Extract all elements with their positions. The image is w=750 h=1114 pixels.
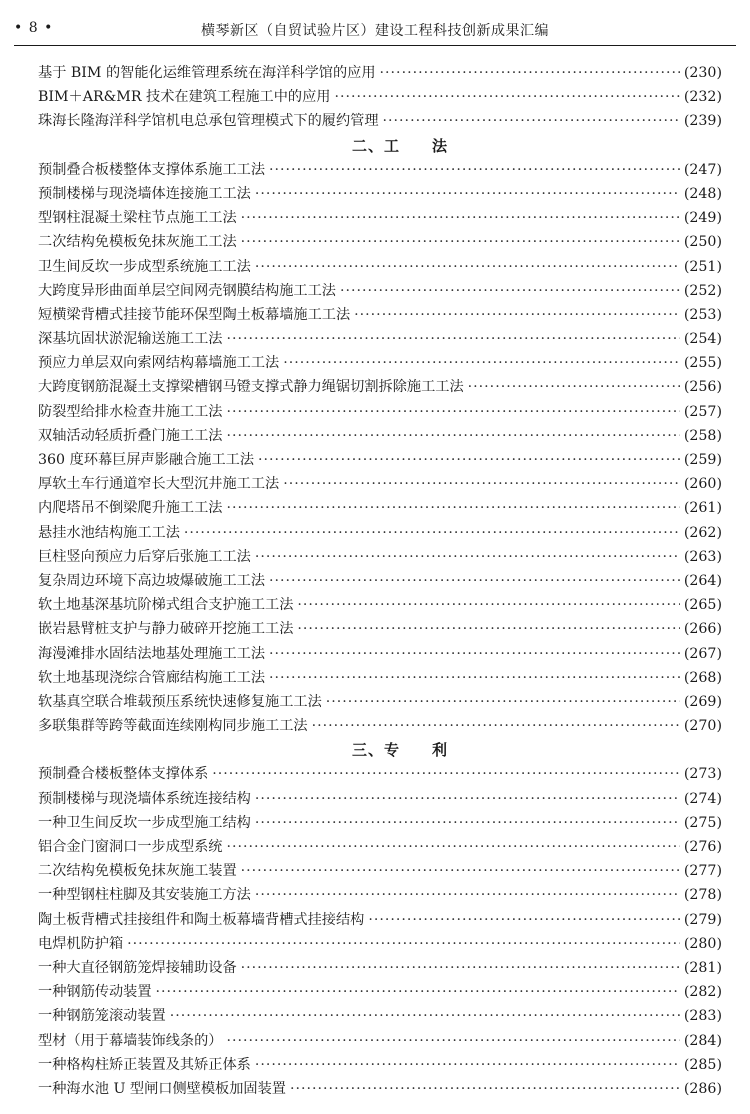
toc-entry-title: 基于 BIM 的智能化运维管理系统在海洋科学馆的应用: [38, 65, 376, 81]
dot-leader: [354, 303, 680, 327]
dot-leader: [269, 158, 680, 182]
toc-entry[interactable]: [38, 206, 722, 230]
dot-leader: [269, 666, 680, 690]
toc-entry[interactable]: [38, 496, 722, 520]
toc-entry[interactable]: [38, 182, 722, 206]
toc-entry-page: (257): [683, 403, 722, 420]
toc-entry-page: (249): [683, 210, 722, 227]
toc-entry[interactable]: [38, 303, 722, 327]
toc-entry-page: (268): [683, 669, 722, 686]
toc-entry-page: (248): [683, 185, 722, 202]
toc-entry-page: (253): [683, 306, 722, 323]
toc-entry-title: 一种海水池 U 型闸口侧壁模板加固装置: [38, 1080, 286, 1097]
dot-leader: [156, 980, 680, 1004]
dot-leader: [241, 956, 680, 980]
toc-entry[interactable]: [38, 859, 722, 883]
toc-entry-page: (283): [683, 1008, 722, 1025]
toc-entry-title: 预制叠合楼板整体支撑体系: [38, 766, 209, 783]
toc-entry[interactable]: [38, 375, 722, 399]
toc-entry[interactable]: [38, 690, 722, 714]
toc-entry[interactable]: [38, 279, 722, 303]
toc-entry-page: (267): [683, 645, 722, 662]
toc-entry-title: 大跨度异形曲面单层空间网壳钢膜结构施工工法: [38, 282, 336, 299]
header-rule: [14, 45, 736, 46]
toc-entry-page: (274): [683, 790, 722, 807]
toc-entry-title: 型钢柱混凝土梁柱节点施工工法: [38, 210, 237, 227]
toc-group-a: [38, 61, 722, 134]
toc-entry-title: 卫生间反坎一步成型系统施工工法: [38, 258, 251, 275]
toc-entry-page: (280): [683, 935, 722, 952]
dot-leader: [170, 1004, 680, 1028]
toc-entry-page: (261): [683, 500, 722, 517]
toc-entry-title: 陶土板背槽式挂接组件和陶土板幕墙背槽式挂接结构: [38, 911, 365, 928]
toc-entry-page: (270): [683, 718, 722, 735]
toc-entry[interactable]: [38, 230, 722, 254]
toc-entry[interactable]: [38, 448, 722, 472]
toc-entry[interactable]: [38, 980, 722, 1004]
toc-entry[interactable]: [38, 521, 722, 545]
toc-entry-page: (247): [683, 161, 722, 178]
toc-entry-page: (266): [683, 621, 722, 638]
toc-entry[interactable]: [38, 666, 722, 690]
dot-leader: [290, 1077, 680, 1101]
toc-entry-title: 软土地基深基坑阶梯式组合支护施工工法: [38, 597, 294, 614]
toc-entry-page: (279): [683, 911, 722, 928]
dot-leader: [255, 545, 680, 569]
dot-leader: [383, 109, 680, 133]
dot-leader: [312, 714, 680, 738]
toc-entry-page: (250): [683, 234, 722, 251]
running-title: 横琴新区（自贸试验片区）建设工程科技创新成果汇编: [201, 23, 549, 39]
toc-entry[interactable]: [38, 472, 722, 496]
dot-leader: [255, 787, 680, 811]
dot-leader: [283, 351, 680, 375]
toc-entry-page: (262): [683, 524, 722, 541]
toc-entry-page: (282): [683, 984, 722, 1001]
toc-entry-page: (286): [683, 1080, 722, 1097]
toc-entry-page: (284): [683, 1032, 722, 1049]
toc-entry-page: (251): [683, 258, 722, 275]
toc-entry[interactable]: [38, 811, 722, 835]
dot-leader: [368, 908, 680, 932]
toc-entry-page: (277): [683, 863, 722, 880]
dot-leader: [226, 1029, 679, 1053]
toc-entry[interactable]: [38, 158, 722, 182]
toc-entry-page: (281): [683, 959, 722, 976]
toc-entry-page: (260): [683, 476, 722, 493]
toc-entry-title: 多联集群等跨等截面连续刚构同步施工工法: [38, 718, 308, 735]
toc-entry-title: 一种型钢柱柱脚及其安装施工方法: [38, 887, 251, 904]
dot-leader: [269, 642, 680, 666]
toc-entry-title: 预制楼梯与现浇墙体连接施工工法: [38, 185, 251, 202]
toc-entry[interactable]: [38, 109, 722, 133]
dot-leader: [297, 593, 679, 617]
toc-entry[interactable]: [38, 424, 722, 448]
dot-leader: [380, 61, 680, 85]
toc-entry-title: BIM＋AR&MR 技术在建筑工程施工中的应用: [38, 89, 331, 106]
toc-entry-title: 一种大直径钢筋笼焊接辅助设备: [38, 959, 237, 976]
toc-entry[interactable]: [38, 1004, 722, 1028]
toc-entry[interactable]: [38, 255, 722, 279]
toc-entry-page: (254): [683, 331, 722, 348]
dot-leader: [468, 375, 680, 399]
toc-entry-page: (285): [683, 1056, 722, 1073]
toc-entry[interactable]: [38, 835, 722, 859]
toc-entry[interactable]: [38, 327, 722, 351]
toc-entry-page: (273): [683, 766, 722, 783]
toc-entry-page: (278): [683, 887, 722, 904]
dot-leader: [255, 811, 680, 835]
toc-entry-page: (264): [683, 572, 722, 589]
dot-leader: [226, 835, 679, 859]
toc-entry-title: 海漫滩排水固结法地基处理施工工法: [38, 645, 266, 662]
toc-entry-page: (276): [683, 839, 722, 855]
toc-entry-title: 防裂型给排水检查井施工工法: [38, 403, 223, 420]
dot-leader: [258, 448, 680, 472]
dot-leader: [212, 762, 680, 786]
toc-entry-page: (239): [683, 113, 722, 130]
dot-leader: [127, 932, 680, 956]
toc-entry[interactable]: [38, 908, 722, 932]
toc-entry[interactable]: [38, 545, 722, 569]
toc-entry-title: 二次结构免模板免抹灰施工工法: [38, 234, 237, 251]
dot-leader: [297, 617, 679, 641]
toc-entry-title: 巨柱竖向预应力后穿后张施工工法: [38, 548, 251, 565]
toc-entry-title: 一种钢筋传动装置: [38, 984, 152, 1001]
toc-entry-title: 预应力单层双向索网结构幕墙施工工法: [38, 355, 280, 372]
toc-entry-title: 内爬塔吊不倒梁爬升施工工法: [38, 500, 223, 517]
dot-leader: [241, 206, 680, 230]
dot-leader: [184, 521, 680, 545]
table-of-contents: [38, 61, 722, 1101]
toc-entry-page: (256): [683, 379, 722, 396]
dot-leader: [241, 230, 680, 254]
toc-entry-title: 预制楼梯与现浇墙体系统连接结构: [38, 790, 251, 807]
toc-entry[interactable]: [38, 61, 722, 85]
dot-leader: [226, 424, 679, 448]
toc-entry-title: 二次结构免模板免抹灰施工装置: [38, 863, 237, 880]
toc-entry-page: (232): [683, 89, 722, 106]
toc-entry-title: 软基真空联合堆载预压系统快速修复施工工法: [38, 693, 322, 710]
toc-entry[interactable]: [38, 1053, 722, 1077]
toc-entry[interactable]: [38, 762, 722, 786]
section-heading-zhuanli: 三、专 利: [351, 741, 448, 760]
dot-leader: [340, 279, 680, 303]
dot-leader: [283, 472, 680, 496]
toc-entry-title: 软土地基现浇综合管廊结构施工工法: [38, 669, 266, 686]
dot-leader: [255, 255, 680, 279]
dot-leader: [226, 400, 679, 424]
toc-entry[interactable]: [38, 642, 722, 666]
toc-entry[interactable]: [38, 1077, 722, 1101]
toc-entry-page: (259): [683, 452, 722, 468]
toc-entry-page: (230): [683, 65, 722, 81]
toc-entry-title: 一种格构柱矫正装置及其矫正体系: [38, 1056, 251, 1073]
toc-entry[interactable]: [38, 569, 722, 593]
toc-entry[interactable]: [38, 787, 722, 811]
toc-group-gongfa: [38, 158, 722, 739]
toc-entry-title: 360 度环幕巨屏声影融合施工工法: [38, 452, 255, 468]
toc-entry-page: (265): [683, 597, 722, 614]
toc-entry-title: 双轴活动轻质折叠门施工工法: [38, 427, 223, 444]
toc-entry[interactable]: [38, 1029, 722, 1053]
toc-entry-title: 短横梁背槽式挂接节能环保型陶土板幕墙施工工法: [38, 306, 351, 323]
toc-entry-title: 深基坑固状淤泥输送施工工法: [38, 331, 223, 348]
toc-entry[interactable]: [38, 956, 722, 980]
toc-group-zhuanli: [38, 762, 722, 1101]
dot-leader: [255, 182, 680, 206]
toc-entry-title: 铝合金门窗洞口一步成型系统: [38, 839, 223, 855]
toc-entry-title: 一种卫生间反坎一步成型施工结构: [38, 814, 251, 831]
toc-entry[interactable]: [38, 400, 722, 424]
toc-entry-page: (269): [683, 693, 722, 710]
toc-entry-page: (255): [683, 355, 722, 372]
toc-entry-title: 电焊机防护箱: [38, 935, 124, 952]
running-header: [0, 0, 750, 44]
dot-leader: [255, 883, 680, 907]
toc-entry[interactable]: [38, 85, 722, 109]
dot-leader: [255, 1053, 680, 1077]
toc-entry-title: 复杂周边环境下高边坡爆破施工工法: [38, 572, 266, 589]
section-heading-gongfa: 二、工 法: [351, 136, 448, 155]
dot-leader: [326, 690, 680, 714]
toc-entry-title: 厚软土车行通道窄长大型沉井施工工法: [38, 476, 280, 493]
toc-entry-page: (252): [683, 282, 722, 299]
toc-entry[interactable]: [38, 932, 722, 956]
toc-entry-page: (275): [683, 814, 722, 831]
toc-entry[interactable]: [38, 714, 722, 738]
toc-entry-title: 型材（用于幕墙装饰线条的）: [38, 1032, 223, 1049]
toc-entry-title: 预制叠合板楼整体支撑体系施工工法: [38, 161, 266, 178]
toc-entry-title: 悬挂水池结构施工工法: [38, 524, 180, 541]
toc-entry[interactable]: [38, 351, 722, 375]
toc-entry[interactable]: [38, 617, 722, 641]
toc-entry-title: 珠海长隆海洋科学馆机电总承包管理模式下的履约管理: [38, 113, 379, 130]
toc-entry-page: (258): [683, 427, 722, 444]
dot-leader: [334, 85, 679, 109]
toc-entry-page: (263): [683, 548, 722, 565]
dot-leader: [241, 859, 680, 883]
dot-leader: [226, 496, 679, 520]
page-number: • 8 •: [14, 20, 54, 36]
toc-entry-title: 嵌岩悬臂桩支护与静力破碎开挖施工工法: [38, 621, 294, 638]
toc-entry[interactable]: [38, 883, 722, 907]
toc-entry[interactable]: [38, 593, 722, 617]
dot-leader: [226, 327, 679, 351]
toc-entry-title: 大跨度钢筋混凝土支撑梁槽钢马镫支撑式静力绳锯切割拆除施工工法: [38, 379, 464, 396]
dot-leader: [269, 569, 680, 593]
toc-entry-title: 一种钢筋笼滚动装置: [38, 1008, 166, 1025]
